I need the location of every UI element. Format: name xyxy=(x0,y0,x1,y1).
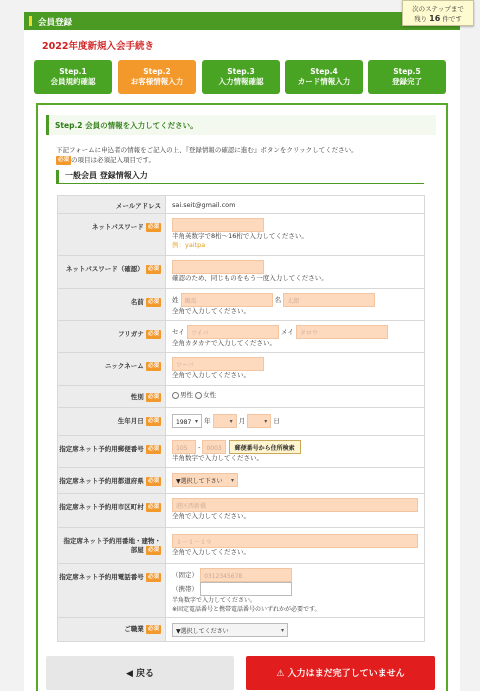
nickname-input[interactable]: ツーバ xyxy=(172,357,264,371)
mei-label: 名 xyxy=(274,296,282,304)
submit-label: 入力はまだ完了していません xyxy=(287,669,405,679)
step-num: Step.2 xyxy=(143,67,171,76)
password-confirm-cell xyxy=(166,256,425,289)
zip-search-button[interactable]: 郵便番号から住所検索 xyxy=(229,440,301,454)
sei-label: 姓 xyxy=(172,296,179,304)
required-badge: 必須 xyxy=(147,477,159,484)
row-nickname xyxy=(58,353,425,386)
nickname-cell xyxy=(166,353,425,386)
incomplete-submit-button[interactable] xyxy=(246,656,435,690)
last-name-input[interactable]: 鶴馬 xyxy=(181,293,273,307)
mobile-phone-label: （携帯） xyxy=(172,585,198,593)
nickname-label xyxy=(58,353,166,386)
step-subheading: Step.2 会員の情報を入力してください。 xyxy=(46,115,436,135)
note-line2 xyxy=(403,14,473,24)
page-title: 2022年度新規入会手続き xyxy=(42,41,154,52)
row-gender xyxy=(58,386,425,408)
gender-male-radio[interactable] xyxy=(172,392,179,399)
required-badge: 必須 xyxy=(147,503,159,510)
step-1 xyxy=(34,60,112,94)
zip-cell: 105 - 0003 郵便番号から住所検索 半角数字で入力してください。 xyxy=(166,436,425,468)
step-num: Step.1 xyxy=(59,67,87,76)
day-unit: 日 xyxy=(273,417,280,425)
row-city xyxy=(58,494,425,528)
zip-label xyxy=(58,436,166,468)
required-badge: 必須 xyxy=(147,298,159,305)
label-text: ネットパスワード（確認） xyxy=(65,265,144,273)
furigana-cell xyxy=(166,321,425,353)
address-label xyxy=(58,528,166,564)
step-label: カード情報入力 xyxy=(297,77,351,86)
password-confirm-hint: 確認のため、同じものをもう一度入力してください。 xyxy=(172,274,328,282)
required-badge: 必須 xyxy=(147,330,159,337)
required-badge: 必須 xyxy=(58,156,70,163)
note-line1: 次のステップまで xyxy=(412,5,464,13)
note-count: 16 xyxy=(429,14,441,23)
fixed-phone-label: （固定） xyxy=(172,571,198,579)
first-name-input[interactable]: 太郎 xyxy=(283,293,375,307)
required-badge: 必須 xyxy=(147,625,159,632)
header-bar xyxy=(24,12,460,30)
furigana-label xyxy=(58,321,166,353)
gender-label xyxy=(58,386,166,408)
required-badge: 必須 xyxy=(147,445,159,452)
gender-cell xyxy=(166,386,425,408)
required-badge: 必須 xyxy=(147,573,159,580)
prefecture-label xyxy=(58,468,166,494)
required-badge: 必須 xyxy=(147,417,159,424)
email-label xyxy=(58,196,166,214)
row-birthday xyxy=(58,408,425,436)
password-confirm-input[interactable] xyxy=(172,260,264,274)
registration-form-table xyxy=(57,195,425,642)
name-hint: 全角で入力してください。 xyxy=(172,307,250,315)
birth-month-select[interactable] xyxy=(213,414,237,428)
password-confirm-label xyxy=(58,256,166,289)
step-label: お客様情報入力 xyxy=(130,77,184,86)
step-num: Step.3 xyxy=(227,67,255,76)
fixed-phone-input[interactable]: 0312345678 xyxy=(200,568,292,582)
step-label: 入力情報確認 xyxy=(218,77,264,86)
phone-note: ※固定電話番号と携帯電話番号のいずれかが必要です。 xyxy=(172,606,321,613)
row-name xyxy=(58,289,425,321)
address-cell xyxy=(166,528,425,564)
row-job xyxy=(58,618,425,642)
sei-kana-label: セイ xyxy=(172,328,185,336)
password-cell xyxy=(166,214,425,256)
row-furigana xyxy=(58,321,425,353)
address-hint: 全角で入力してください。 xyxy=(172,548,250,556)
furigana-hint: 全角カタカナで入力してください。 xyxy=(172,339,276,347)
section-title: 一般会員 登録情報入力 xyxy=(56,170,424,184)
row-phone xyxy=(58,564,425,618)
birthday-cell xyxy=(166,408,425,436)
back-arrow-icon: ◀ xyxy=(125,669,133,679)
label-text: 名前 xyxy=(130,298,144,306)
city-label xyxy=(58,494,166,528)
step-2 xyxy=(118,60,196,94)
intro-line2 xyxy=(56,155,358,165)
gender-female-radio[interactable] xyxy=(195,392,202,399)
step-num: Step.5 xyxy=(393,67,421,76)
intro-line2-text: の項目は必須記入項目です。 xyxy=(71,156,155,164)
last-name-kana-input[interactable]: ツイバ xyxy=(187,325,279,339)
password-hint: 半角英数字で8桁～16桁で入力してください。 xyxy=(172,232,308,240)
phone-cell xyxy=(166,564,425,618)
job-label xyxy=(58,618,166,642)
step-label: 登録完了 xyxy=(392,77,422,86)
intro-line1: 下記フォームに申込者の情報をご記入の上、『登録情報の確認に進む』ボタンをクリックしてください。 xyxy=(56,146,358,154)
remaining-steps-note xyxy=(402,0,474,26)
required-badge: 必須 xyxy=(147,393,159,400)
mobile-phone-input[interactable] xyxy=(200,582,292,596)
label-text: フリガナ xyxy=(118,330,144,338)
label-text: ご職業 xyxy=(124,625,144,633)
prefecture-cell xyxy=(166,468,425,494)
header-accent xyxy=(29,16,32,26)
row-prefecture xyxy=(58,468,425,494)
row-password-confirm xyxy=(58,256,425,289)
row-email xyxy=(58,196,425,214)
label-text: 指定席ネット予約用郵便番号 xyxy=(59,445,144,453)
step-progress xyxy=(34,60,448,94)
phone-label xyxy=(58,564,166,618)
city-hint: 全角で入力してください。 xyxy=(172,512,250,520)
nickname-hint: 全角で入力してください。 xyxy=(172,371,250,379)
row-address xyxy=(58,528,425,564)
warning-icon: ⚠ xyxy=(276,669,285,679)
job-select[interactable]: ▼選択してください ▾ xyxy=(172,623,288,637)
back-button[interactable] xyxy=(46,656,234,690)
label-text: 指定席ネット予約用番地・建物・部屋 xyxy=(63,537,161,554)
name-label xyxy=(58,289,166,321)
back-label: 戻る xyxy=(136,669,155,679)
gender-female-label: 女性 xyxy=(203,391,217,399)
label-text: 指定席ネット予約用電話番号 xyxy=(59,573,144,581)
step-num: Step.4 xyxy=(310,67,338,76)
step-3 xyxy=(202,60,280,94)
label-text: ネットパスワード xyxy=(91,223,144,231)
step-4 xyxy=(285,60,363,94)
password-example: 例：yaitpa xyxy=(172,241,206,249)
month-unit: 月 xyxy=(238,417,246,425)
label-text: メールアドレス xyxy=(115,202,161,210)
password-input[interactable] xyxy=(172,218,264,232)
birthday-label xyxy=(58,408,166,436)
phone-hint: 半角数字で入力してください。 xyxy=(172,597,257,604)
zip-hint: 半角数字で入力してください。 xyxy=(172,454,263,462)
required-badge: 必須 xyxy=(147,362,159,369)
required-badge: 必須 xyxy=(147,546,159,553)
email-value: sai.seit@gmail.com xyxy=(166,196,425,214)
label-text: 性別 xyxy=(130,393,144,401)
password-label xyxy=(58,214,166,256)
note-suffix: 件です xyxy=(442,15,462,23)
label-text: ニックネーム xyxy=(105,362,144,370)
intro-text xyxy=(56,145,358,165)
step-label: 会員規約確認 xyxy=(50,77,96,86)
required-badge: 必須 xyxy=(147,223,159,230)
label-text: 生年月日 xyxy=(117,417,144,425)
zip-second-input[interactable]: 0003 xyxy=(202,440,226,454)
birth-day-select[interactable] xyxy=(247,414,271,428)
city-input[interactable]: 港区西新橋 xyxy=(172,498,418,512)
prefecture-select[interactable]: ▼選択して下さい ▾ xyxy=(172,473,238,487)
label-text: 指定席ネット予約用都道府県 xyxy=(59,477,144,485)
name-cell xyxy=(166,289,425,321)
label-text: 指定席ネット予約用市区町村 xyxy=(59,503,144,511)
row-zip xyxy=(58,436,425,468)
city-cell xyxy=(166,494,425,528)
note-prefix: 残り xyxy=(414,15,428,23)
required-badge: 必須 xyxy=(147,265,159,272)
mei-kana-label: メイ xyxy=(280,328,294,336)
header-title: 会員登録 xyxy=(38,18,73,28)
first-name-kana-input[interactable]: タロウ xyxy=(296,325,388,339)
gender-male-label: 男性 xyxy=(180,391,193,399)
job-cell xyxy=(166,618,425,642)
year-unit: 年 xyxy=(204,417,211,425)
zip-first-input[interactable]: 105 xyxy=(172,440,196,454)
row-password xyxy=(58,214,425,256)
address-input[interactable]: １－１－１９ xyxy=(172,534,418,548)
step-5 xyxy=(368,60,446,94)
birth-year-select[interactable]: 1987 ▾ xyxy=(172,414,202,428)
